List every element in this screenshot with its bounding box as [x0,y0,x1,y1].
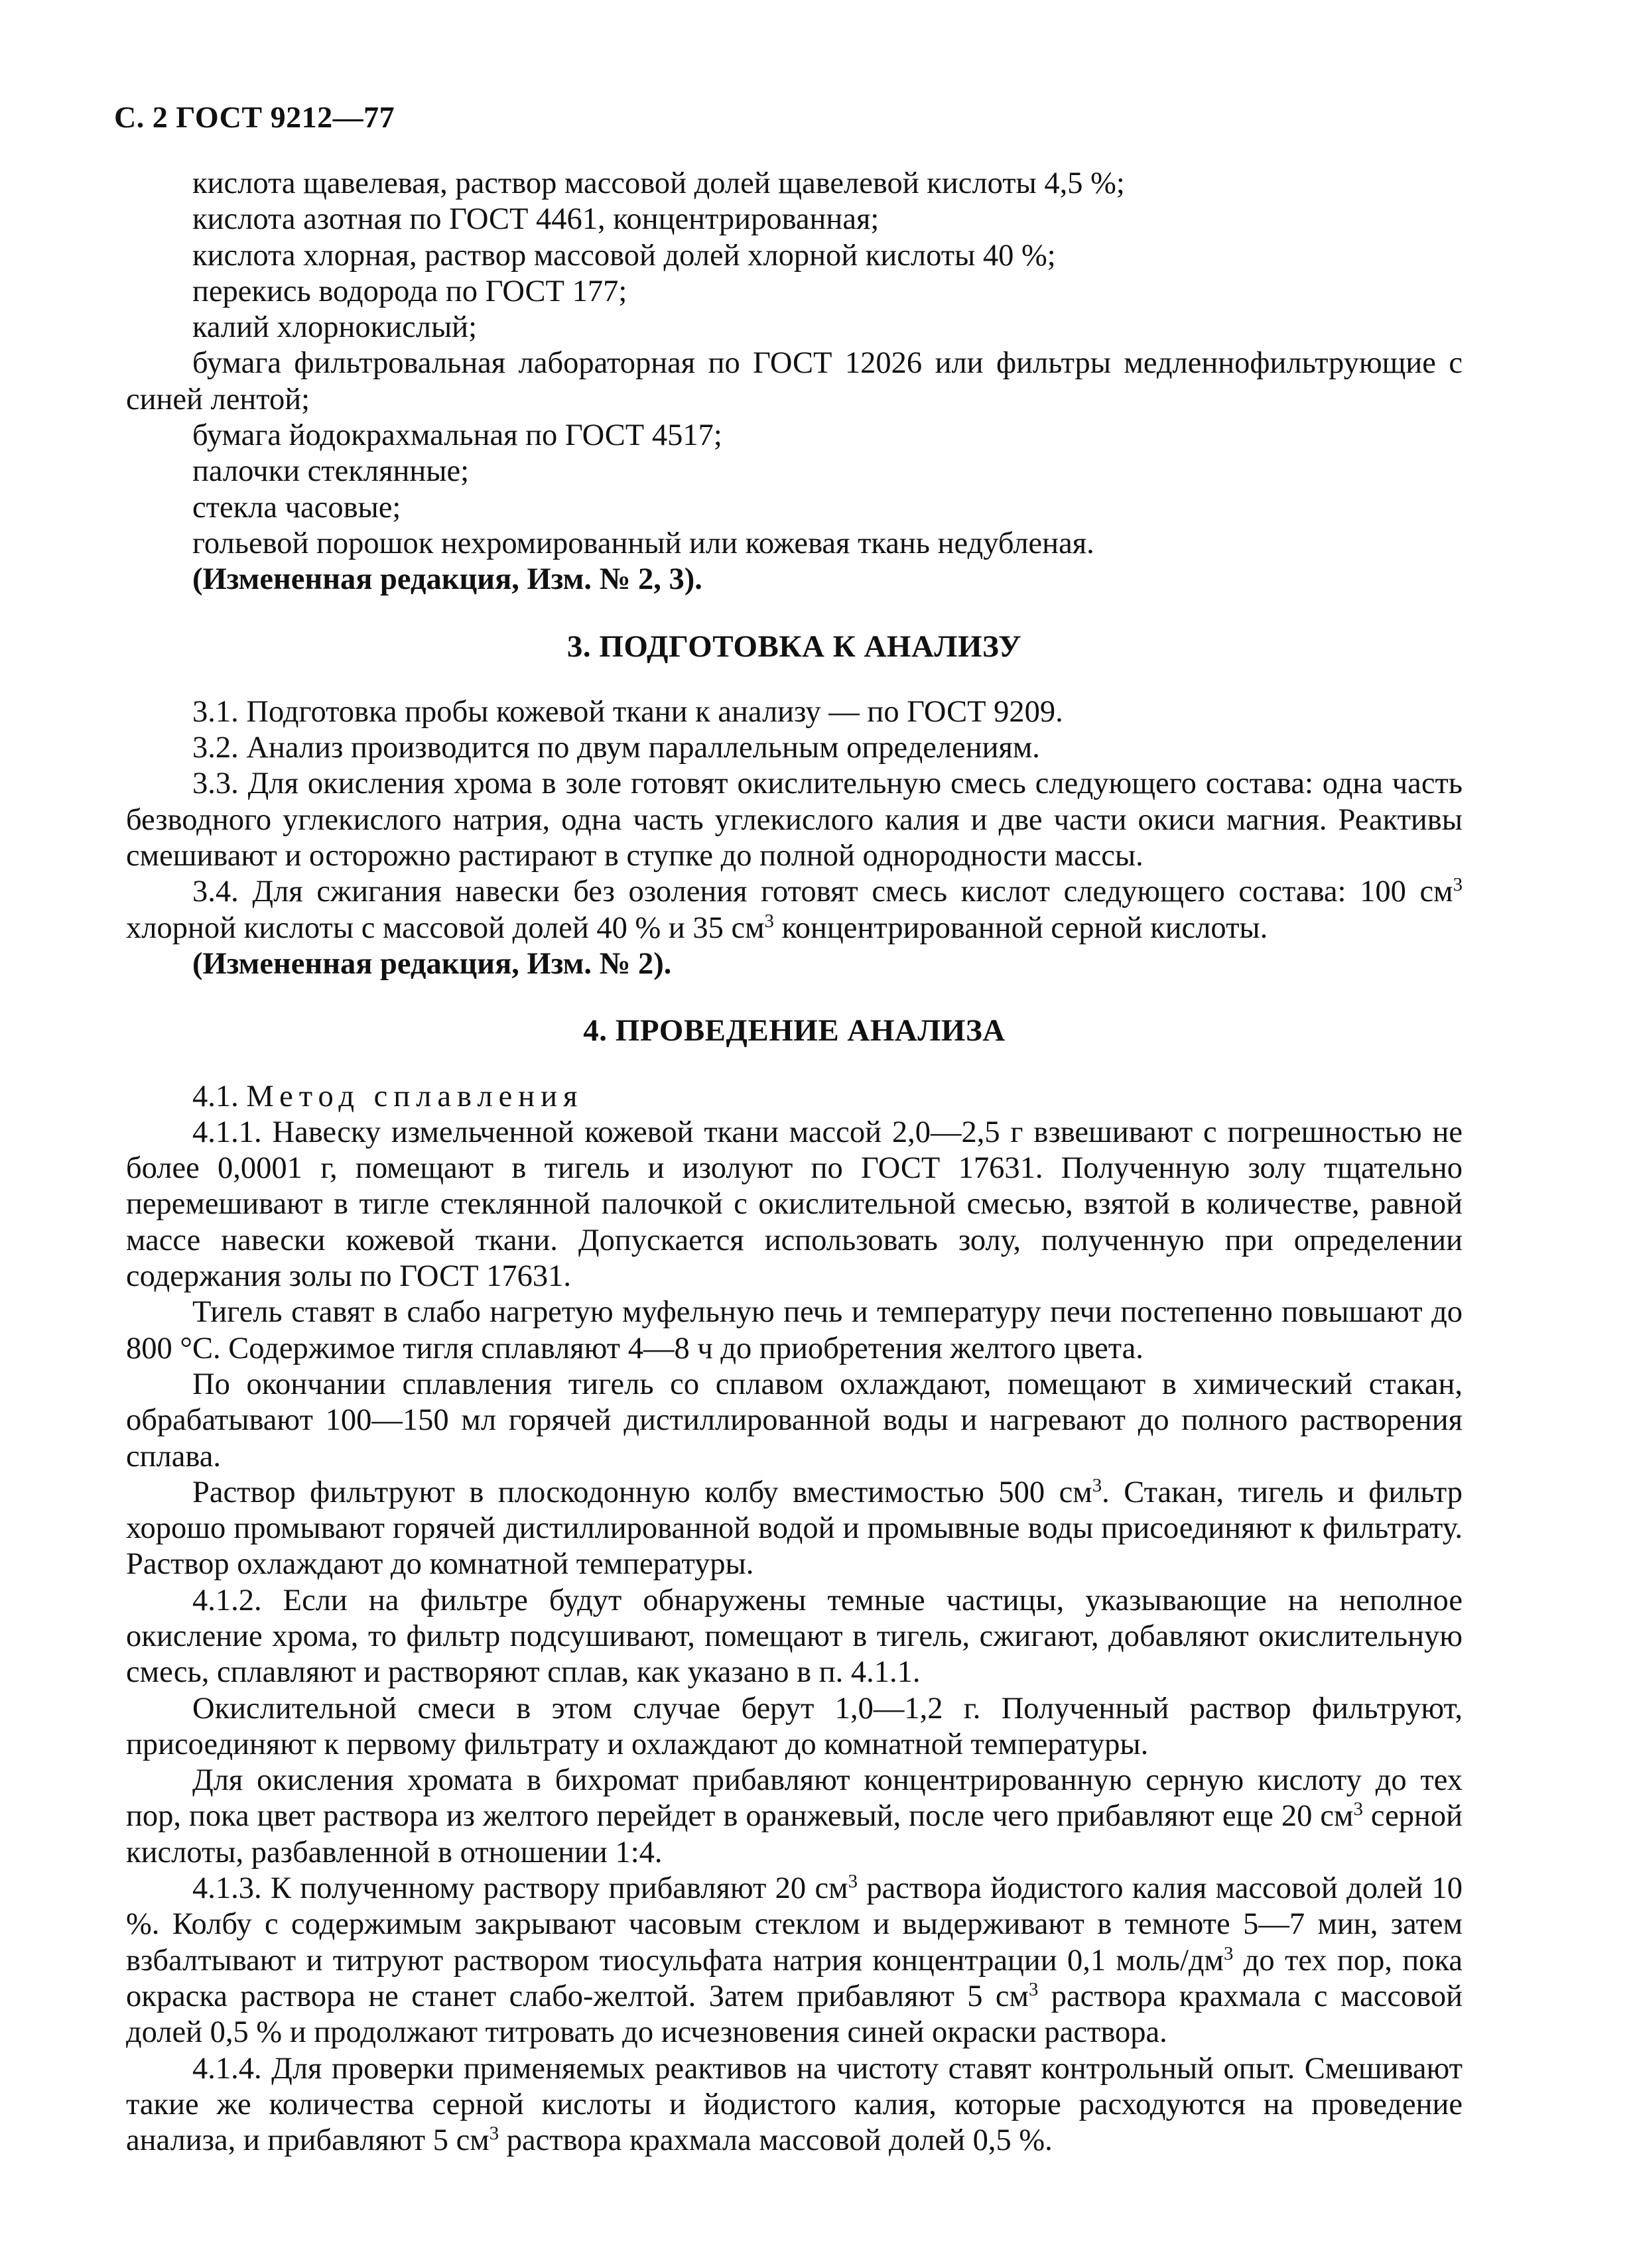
paragraph-text: до тех пор, пока окраска раствора не станет слабо-желтой. Затем прибавляют 5 см [126,1943,1463,2013]
superscript: 3 [489,2123,499,2145]
paragraph-text: Для окисления хромата в бихромат прибавляют концентрированную серную кислоту до тех пор, пока цвет раствора из желтого перейдет в оранжевый, после чего прибавляют еще 20 см [126,1763,1463,1834]
reagent-item: бумага йодокрахмальная по ГОСТ 4517; [192,418,722,453]
paragraph-text: 4.1.4. Для проверки применяемых реактивов на чистоту ставят контрольный опыт. Смешивают такие же количества серной кислоты и йодистого калия, которые расходуются на проведение анализа, и прибавляют 5 см [126,2051,1463,2158]
paragraph-chromate [126,1763,1463,1871]
reagent-item: бумага фильтровальная лабораторная по ГОСТ 12026 или фильтры медленнофильтрующие с синей лентой; [126,346,1463,416]
clause-4-1-2: 4.1.2. Если на фильтре будут обнаружены темные частицы, указывающие на неполное окисление хрома, то фильтр подсушивают, помещают в тигель, сжигают, добавляют окислительную смесь, сплавляют и растворяют сплав, как указано в п. 4.1.1. [126,1583,1463,1690]
amendment-note: (Измененная редакция, Изм. № 2). [192,946,672,981]
reagent-item: калий хлорнокислый; [192,310,477,345]
clause-4-1-4 [126,2051,1463,2159]
superscript: 3 [1092,1474,1102,1496]
section-title-analysis: 4. ПРОВЕДЕНИЕ АНАЛИЗА [583,1013,1006,1048]
reagent-item: перекись водорода по ГОСТ 177; [192,274,627,308]
superscript: 3 [1224,1942,1234,1964]
superscript: 3 [764,910,774,932]
page-body [126,166,1463,2159]
clause-3-4-text: хлорной кислоты с массовой долей 40 % и 35 см [126,911,765,945]
superscript: 3 [848,1871,858,1893]
paragraph-text: раствора крахмала с массовой долей 0,5 % и продолжают титровать до исчезновения синей окраски раствора. [126,1979,1463,2050]
paragraph-text: Раствор фильтруют в плоскодонную колбу вместимостью 500 см [192,1475,1092,1509]
paragraph-oxidizing-mix: Окислительной смеси в этом случае берут 1,0—1,2 г. Полученный раствор фильтруют, присоединяют к первому фильтрату и охлаждают до комнатной температуры. [126,1691,1463,1761]
section-title-preparation: 3. ПОДГОТОВКА К АНАЛИЗУ [566,629,1022,664]
superscript: 3 [1453,874,1463,896]
method-number: 4.1. [192,1079,239,1113]
clause-4-1-3 [126,1871,1463,2050]
paragraph-text: раствора йодистого калия массовой долей 10 %. Колбу с содержимым закрывают часовым стеклом и выдерживают в темноте 5—7 мин, затем взбалтывают и титруют раствором тиосульфата натрия концентрации 0,1 моль/дм [126,1871,1463,1978]
paragraph-text: . Стакан, тигель и фильтр хорошо промывают горячей дистиллированной водой и промывные воды присоединяют к фильтрату. Раствор охлаждают до комнатной температуры. [126,1475,1463,1582]
paragraph-text: 4.1.3. К полученному раствору прибавляют 20 см [192,1871,848,1906]
superscript: 3 [1353,1798,1363,1820]
reagent-item: гольевой порошок нехромированный или кожевая ткань недубленая. [192,526,1094,560]
paragraph-filtering [126,1475,1463,1583]
amendment-note: (Измененная редакция, Изм. № 2, 3). [192,562,702,597]
clause-3-4 [126,874,1463,946]
paragraph-text: раствора крахмала массовой долей 0,5 %. [499,2123,1053,2158]
paragraph-cooling: По окончании сплавления тигель со сплавом охлаждают, помещают в химический стакан, обрабатывают 100—150 мл горячей дистиллированной воды и нагревают до полного растворения сплава. [126,1367,1463,1474]
method-name: Метод сплавления [246,1079,584,1113]
paragraph-crucible: Тигель ставят в слабо нагретую муфельную печь и температуру печи постепенно повышают до 800 °С. Содержимое тигля сплавляют 4—8 ч до приобретения желтого цвета. [126,1295,1463,1365]
page-header: С. 2 ГОСТ 9212—77 [114,100,395,134]
reagent-item: стекла часовые; [192,490,401,525]
reagent-item: кислота азотная по ГОСТ 4461, концентрированная; [192,202,880,237]
reagent-item: кислота хлорная, раствор массовой долей хлорной кислоты 40 %; [192,238,1056,273]
clause-4-1-1: 4.1.1. Навеску измельченной кожевой ткани массой 2,0—2,5 г взвешивают с погрешностью не более 0,0001 г, помещают в тигель и изолуют по ГОСТ 17631. Полученную золу тщательно перемешивают в тигле стеклянной палочкой с окислительной смесью, взятой в количестве, равной массе навески кожевой ткани. Допускается использовать золу, полученную при определении содержания золы по ГОСТ 17631. [126,1115,1463,1294]
clause-3-2: 3.2. Анализ производится по двум параллельным определениям. [192,731,1040,765]
reagent-item: палочки стеклянные; [192,454,470,489]
superscript: 3 [1028,1979,1039,2001]
paragraph-text: серной кислоты, разбавленной в отношении 1:4. [126,1799,1463,1869]
clause-3-1: 3.1. Подготовка пробы кожевой ткани к анализу — по ГОСТ 9209. [192,694,1063,729]
clause-3-4-text: концентрированной серной кислоты. [773,911,1268,945]
clause-3-3: 3.3. Для окисления хрома в золе готовят окислительную смесь следующего состава: одна часть безводного углекислого натрия, одна часть углекислого калия и две части окиси магния. Реактивы смешивают и осторожно растирают в ступке до полной однородности массы. [126,767,1463,873]
reagent-item: кислота щавелевая, раствор массовой долей щавелевой кислоты 4,5 %; [192,166,1125,200]
clause-3-4-text: 3.4. Для сжигания навески без озоления готовят смесь кислот следующего состава: 100 см [192,875,1453,909]
method-heading [126,1079,1463,1115]
